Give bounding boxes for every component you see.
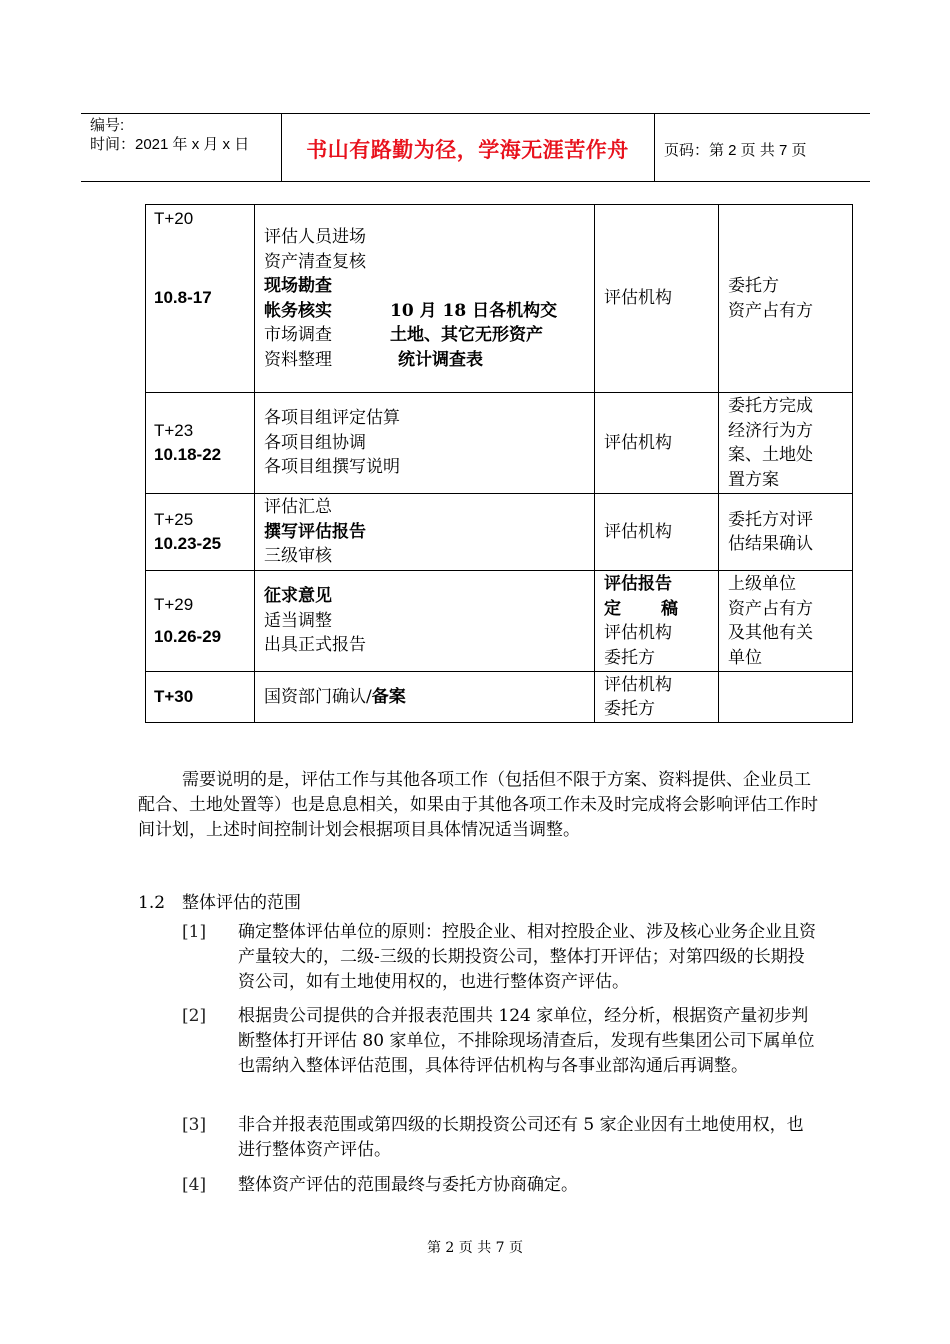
cooperator-line: 估结果确认 [728, 534, 813, 554]
work-line: 适当调整 [264, 610, 332, 631]
work-line: 征求意见 [264, 586, 332, 607]
work-note: 统计调查表 [398, 349, 483, 370]
work-line: 评估人员进场 [264, 227, 366, 247]
phase-date: 10.18-22 [154, 445, 222, 464]
list-item [138, 1113, 818, 1163]
executor-line: 评估机构 [604, 521, 672, 542]
phase-cell [146, 393, 255, 494]
number-label: 编号: [90, 117, 125, 134]
executor-cell [595, 494, 719, 571]
list-item [138, 920, 818, 995]
executor-line: 评估机构 [604, 288, 672, 309]
cooperator-line: 资产占有方 [728, 598, 813, 619]
cooperator-line: 及其他有关 [728, 623, 813, 643]
work-line: 评估汇总 [264, 497, 332, 518]
time-label: 时间：2021 年 x 月 x 日 [90, 136, 250, 153]
executor-line: 委托方 [604, 699, 655, 719]
executor-char: 稿 [661, 598, 678, 619]
phase-date: 10.26-29 [154, 627, 222, 646]
header-page-label: 页码：第 2 页 共 7 页 [664, 142, 807, 159]
phase-cell [146, 672, 255, 723]
executor-cell [595, 393, 719, 494]
item-text: 根据贵公司提供的合并报表范围共 124 家单位，经分析，根据资产量初步判断整体打开评估 80 家单位，不排除现场清查后，发现有些集团公司下属单位也需纳入整体评估范围，具体待评估机构与各事业部沟通后再调整。 [238, 1006, 815, 1076]
work-line: 市场调查 [264, 325, 332, 345]
work-line: 资产清查复核 [264, 251, 366, 272]
work-line-group [264, 299, 594, 324]
work-line: 出具正式报告 [264, 635, 366, 656]
cooperator-line: 委托方 [728, 276, 779, 296]
work-cell [255, 393, 595, 494]
table-row [146, 393, 853, 494]
phase-cell [146, 571, 255, 672]
executor-line: 评估机构 [604, 674, 672, 695]
work-line: 资料整理 [264, 349, 332, 370]
table-row [146, 672, 853, 723]
note-paragraph: 需要说明的是，评估工作与其他各项工作（包括但不限于方案、资料提供、企业员工配合、土地处置等）也是息息相关，如果由于其他各项工作未及时完成将会影响评估工作时间计划，上述时间控制计划会根据项目具体情况适当调整。 [138, 770, 818, 840]
header-motto: 书山有路勤为径，学海无涯苦作舟 [306, 137, 629, 162]
cooperator-line: 资产占有方 [728, 300, 813, 321]
phase-date: 10.8-17 [154, 288, 212, 308]
item-label: [4] [182, 1175, 207, 1195]
phase-cell [146, 205, 255, 393]
cooperator-line: 上级单位 [728, 574, 796, 594]
phase-t: T+25 [154, 509, 194, 529]
header-divider [654, 113, 655, 181]
executor-line: 评估报告 [604, 574, 672, 594]
header-bottom-rule [81, 181, 870, 182]
work-line: 现场勘查 [264, 276, 332, 296]
executor-line-justified [604, 597, 678, 622]
work-cell [255, 571, 595, 672]
table-row [146, 494, 853, 571]
work-note: 10 月 18 日各机构交 [390, 300, 558, 321]
work-note: 土地、其它无形资产 [390, 325, 543, 345]
work-line: 各项目组协调 [264, 432, 366, 453]
work-cell [255, 672, 595, 723]
executor-line: 评估机构 [604, 432, 672, 453]
phase-date: 10.23-25 [154, 534, 222, 553]
item-label: [3] [182, 1115, 207, 1135]
cooperator-line: 委托方完成 [728, 396, 813, 416]
table-row [146, 571, 853, 672]
work-line: 撰写评估报告 [264, 521, 366, 542]
executor-cell [595, 571, 719, 672]
work-line: 各项目组评定估算 [264, 408, 400, 429]
cooperator-line: 置方案 [728, 469, 779, 490]
section-number: 1.2 [138, 893, 166, 913]
item-text: 确定整体评估单位的原则：控股企业、相对控股企业、涉及核心业务企业且资产量较大的，二级-三级的长期投资公司，整体打开评估；对第四级的长期投资公司，如有土地使用权的，也进行整体资产评估。 [238, 922, 816, 992]
cooperator-cell [719, 205, 853, 393]
schedule-table [145, 204, 853, 723]
executor-line: 评估机构 [604, 623, 672, 643]
item-label: [2] [182, 1006, 207, 1026]
list-item [138, 1173, 818, 1198]
work-line: 帐务核实 [264, 300, 332, 321]
header-meta [90, 116, 249, 154]
executor-cell [595, 672, 719, 723]
item-text: 非合并报表范围或第四级的长期投资公司还有 5 家企业因有土地使用权，也进行整体资产评估。 [238, 1115, 804, 1160]
work-line: 国资部门确认/ [264, 686, 372, 707]
item-text: 整体资产评估的范围最终与委托方协商确定。 [238, 1175, 578, 1195]
page-footer: 第 2 页 共 7 页 [426, 1240, 524, 1256]
cooperator-cell [719, 672, 853, 723]
executor-line: 委托方 [604, 647, 655, 668]
list-item [138, 1004, 818, 1079]
cooperator-line: 委托方对评 [728, 509, 813, 530]
phase-t: T+30 [154, 686, 194, 706]
table-row [146, 205, 853, 393]
section-heading [138, 888, 301, 913]
phase-cell [146, 494, 255, 571]
work-line: 备案 [371, 686, 406, 707]
phase-t: T+29 [154, 594, 194, 614]
executor-cell [595, 205, 719, 393]
work-line: 各项目组撰写说明 [264, 457, 400, 478]
cooperator-cell [719, 571, 853, 672]
cooperator-cell [719, 494, 853, 571]
cooperator-line: 案、土地处 [728, 445, 813, 465]
work-cell [255, 205, 595, 393]
cooperator-cell [719, 393, 853, 494]
work-cell [255, 494, 595, 571]
work-line-group [264, 348, 594, 373]
cooperator-line: 经济行为方 [728, 420, 813, 441]
header-top-rule [81, 113, 870, 114]
work-line-group [264, 323, 594, 348]
cooperator-line: 单位 [728, 647, 762, 668]
phase-t: T+23 [154, 420, 194, 440]
phase-t: T+20 [154, 209, 194, 228]
section-title: 整体评估的范围 [182, 893, 301, 913]
item-label: [1] [182, 922, 207, 942]
work-line: 三级审核 [264, 546, 332, 567]
executor-char: 定 [604, 598, 621, 619]
